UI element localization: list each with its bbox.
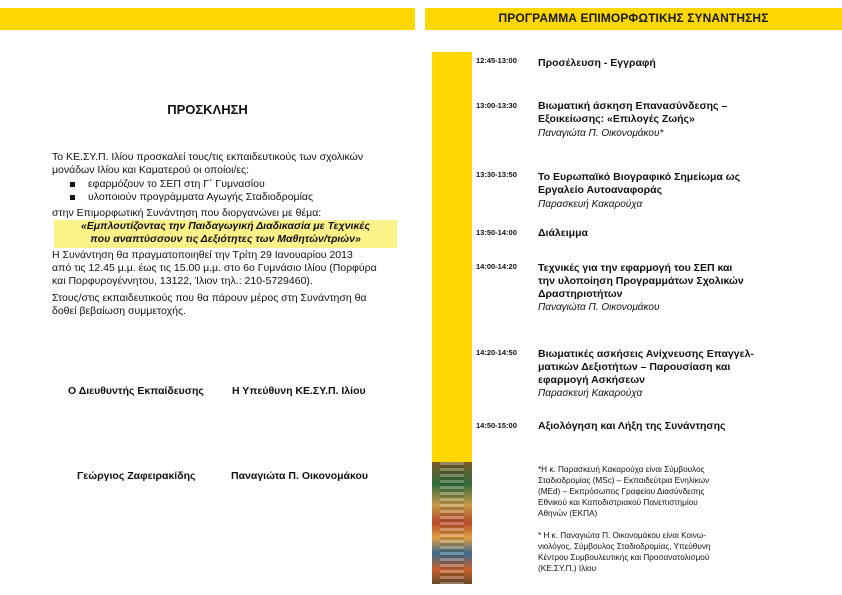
- program-title: ΠΡΟΓΡΑΜΜΑ ΕΠΙΜΟΡΦΩΤΙΚΗΣ ΣΥΝΑΝΤΗΣΗΣ: [498, 11, 769, 25]
- staircase-photo-steps: [440, 462, 464, 584]
- schedule-item-title: [538, 420, 790, 433]
- footnote-line: Αθηνών (ΕΚΠΑ): [538, 509, 598, 518]
- details-line-1: Η Συνάντηση θα πραγματοποιηθεί την Τρίτη 29 Ιανουαρίου 2013: [52, 249, 353, 261]
- invitation-intro-line-3: στην Επιμορφωτική Συνάντηση που διοργανώνει με θέμα:: [52, 207, 322, 219]
- title-line: Το Ευρωπαϊκό Βιογραφικό Σημείωμα ως: [538, 171, 741, 183]
- title-line: Αξιολόγηση και Λήξη της Συνάντησης: [538, 420, 726, 432]
- schedule-item-title: [538, 262, 790, 301]
- schedule-time: 14:20-14:50: [476, 348, 517, 357]
- schedule-accent-strip: [432, 52, 472, 462]
- footnote-line: Σταδιοδρομίας (MSc) – Εκπαιδεύτρια Ενηλίκων: [538, 476, 710, 485]
- meeting-theme: [54, 220, 397, 246]
- signatory-name-head: Παναγιώτα Π. Οικονομάκου: [231, 470, 369, 482]
- title-line: Εργαλείο Αυτοαναφοράς: [538, 184, 663, 196]
- footnote-line: (MEd) – Εκπρόσωπος Γραφείου Διασύνδεσης: [538, 487, 705, 496]
- theme-line-2: που αναπτύσσουν τις Δεξιότητες των Μαθητών/τριών»: [90, 233, 361, 245]
- theme-line-1: «Εμπλουτίζοντας την Παιδαγωγική Διαδικασία με Τεχνικές: [80, 220, 371, 232]
- invitation-intro-line-1: Το ΚΕ.ΣΥ.Π. Ιλίου προσκαλεί τους/τις εκπαιδευτικούς των σχολικών: [52, 151, 364, 163]
- schedule-time: 13:00-13:30: [476, 101, 517, 110]
- schedule-item-title: [538, 227, 790, 240]
- list-item: εφαρμόζουν το ΣΕΠ στη Γ΄ Γυμνασίου: [68, 178, 313, 191]
- title-line: εφαρμογή Ασκήσεων: [538, 374, 645, 386]
- title-line: Βιωματικές ασκήσεις Ανίχνευσης Επαγγελ-: [538, 348, 754, 360]
- title-line: Προσέλευση - Εγγραφή: [538, 57, 656, 69]
- footnote-line: Εθνικού και Καποδιστριακού Πανεπιστημίου: [538, 498, 698, 507]
- target-audience-list: [68, 178, 313, 204]
- title-line: την υλοποίηση Προγραμμάτων Σχολικών: [538, 275, 744, 287]
- schedule-item-title: [538, 171, 790, 197]
- schedule-speaker: Παρασκευή Κακαρούχα: [538, 199, 643, 210]
- schedule-item-title: [538, 57, 790, 70]
- footnote-line: (ΚΕ.ΣΥ.Π.) Ιλίου: [538, 564, 597, 573]
- signatory-name-director: Γεώργιος Ζαφειρακίδης: [77, 470, 196, 482]
- schedule-time: 14:50-15:00: [476, 421, 517, 430]
- footnote-line: νιολόγος, Σύμβουλος Σταδιοδρομίας, Υπεύθυνη: [538, 542, 711, 551]
- title-line: Τεχνικές για την εφαρμογή του ΣΕΠ και: [538, 262, 733, 274]
- left-header-bar: [0, 8, 415, 30]
- footnote-line: *Η κ. Παρασκευή Κακαρούχα είναι Σύμβουλος: [538, 465, 705, 474]
- certificate-line-2: δοθεί βεβαίωση συμμετοχής.: [52, 305, 186, 317]
- footnote-line: Κέντρου Συμβουλευτικής και Προσανατολισμού: [538, 553, 710, 562]
- signatory-role-director: Ο Διευθυντής Εκπαίδευσης: [68, 385, 204, 397]
- schedule-item-title: [538, 348, 790, 387]
- footnote-oikonomakou: [538, 530, 790, 574]
- certificate-line-1: Στους/στις εκπαιδευτικούς που θα πάρουν μέρος στη Συνάντηση θα: [52, 292, 367, 304]
- schedule-speaker: Παναγιώτα Π. Οικονομάκου*: [538, 128, 664, 139]
- details-line-2: από τις 12.45 μ.μ. έως τις 15.00 μ.μ. στο 6ο Γυμνάσιο Ιλίου (Πορφύρα: [52, 262, 377, 274]
- invitation-intro-line-2: μονάδων Ιλίου και Καματερού οι οποίοι/ες:: [52, 164, 250, 176]
- details-line-3: και Πορφυρογέννητου, 13122, Ίλιον τηλ.: 210-5729460).: [52, 275, 313, 287]
- title-line: Βιωματική άσκηση Επανασύνδεσης –: [538, 100, 728, 112]
- title-line: ματικών Δεξιοτήτων – Παρουσίαση και: [538, 361, 731, 373]
- schedule-time: 12:45-13:00: [476, 56, 517, 65]
- schedule-speaker: Παρασκευή Κακαρούχα: [538, 388, 643, 399]
- schedule-item-title: [538, 100, 790, 126]
- list-item: υλοποιούν προγράμματα Αγωγής Σταδιοδρομίας: [68, 191, 313, 204]
- schedule-time: 13:30-13:50: [476, 170, 517, 179]
- title-line: Εξοικείωσης: «Επιλογές Ζωής»: [538, 113, 695, 125]
- signatory-role-head: Η Υπεύθυνη ΚΕ.ΣΥ.Π. Ιλίου: [232, 385, 366, 397]
- schedule-speaker: Παναγιώτα Π. Οικονομάκου: [538, 302, 660, 313]
- footnote-line: * Η κ. Παναγιώτα Π. Οικονομάκου είναι Κοινω-: [538, 531, 707, 540]
- invitation-title: ΠΡΟΣΚΛΗΣΗ: [167, 102, 248, 117]
- title-line: Δραστηριοτήτων: [538, 288, 623, 300]
- schedule-time: 14:00-14:20: [476, 262, 517, 271]
- schedule-time: 13:50-14:00: [476, 228, 517, 237]
- footnote-kakarouha: [538, 464, 790, 519]
- title-line: Διάλειμμα: [538, 227, 588, 239]
